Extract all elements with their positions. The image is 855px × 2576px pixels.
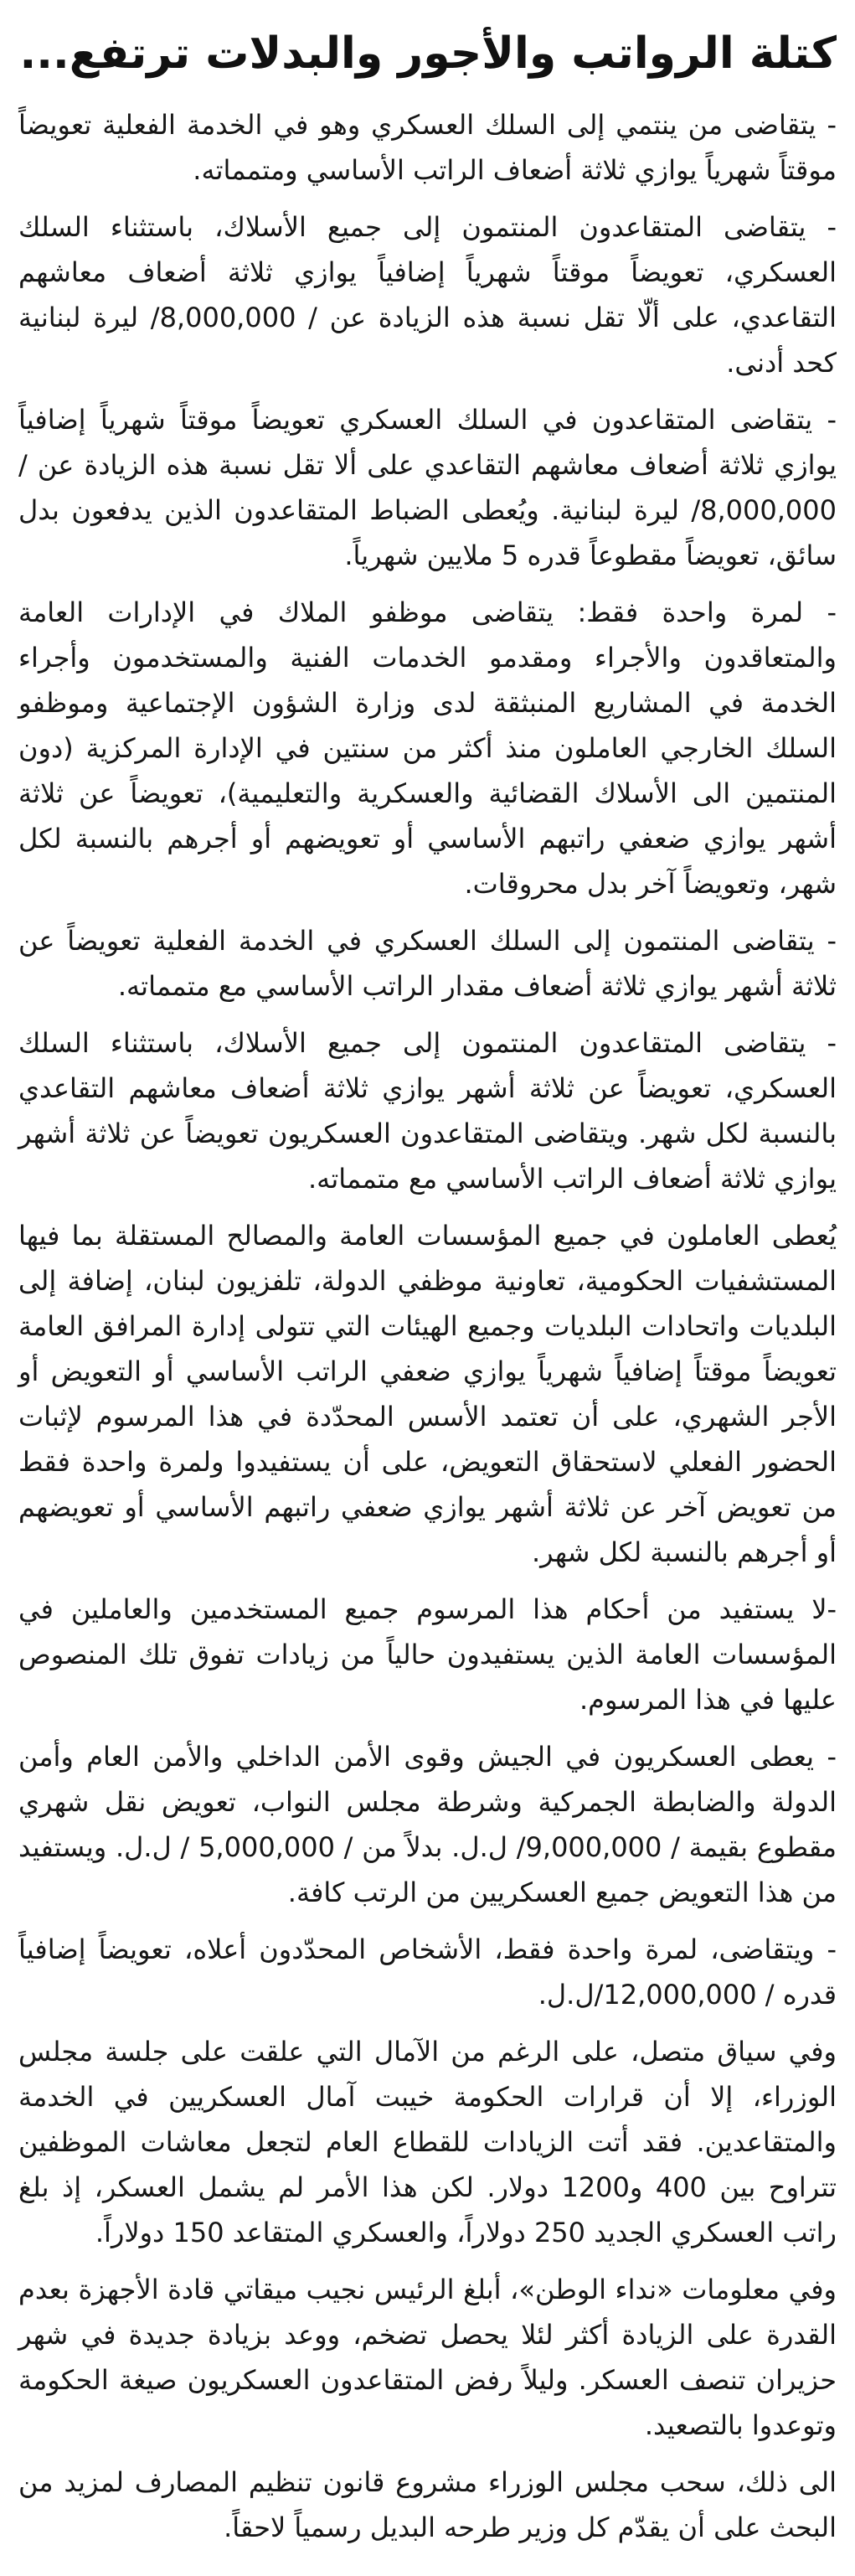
article-paragraph-military-active: - يتقاضى من ينتمي إلى السلك العسكري وهو في الخدمة الفعلية تعويضاً موقتاً شهرياً يوازي ثلاثة أضعاف الراتب الأساسي ومتمماته. — [18, 109, 837, 186]
article-paragraph-retirees-military: - يتقاضى المتقاعدون في السلك العسكري تعويضاً موقتاً شهرياً إضافياً يوازي ثلاثة أضعاف معاشهم التقاعدي على ألا تقل نسبة هذه الزيادة عن / 8,000,000/ ليرة لبنانية. ويُعطى الضباط المتقاعدون الذين يدفعون بدل سائق، تعويضاً مقطوعاً قدره 5 ملايين شهرياً. — [18, 404, 837, 571]
article-paragraph-one-time-extra: - ويتقاضى، لمرة واحدة فقط، الأشخاص المحدّدون أعلاه، تعويضاً إضافياً قدره / 12,000,000/ل.ل. — [18, 1933, 837, 2011]
article-paragraph-retirees-all-branches: - يتقاضى المتقاعدون المنتمون إلى جميع الأسلاك، باستثناء السلك العسكري، تعويضاً موقتاً شهرياً إضافياً يوازي ثلاثة أضعاف معاشهم التقاعدي، على ألّا تقل نسبة هذه الزيادة عن / 8,000,000/ ليرة لبنانية كحد أدنى. — [18, 211, 837, 379]
article-paragraph-nidaa-al-watan: وفي معلومات «نداء الوطن»، أبلغ الرئيس نجيب ميقاتي قادة الأجهزة بعدم القدرة على الزيادة أكثر لئلا يحصل تضخم، ووعد بزيادة جديدة في شهر حزيران تنصف العسكر. وليلاً رفض المتقاعدون العسكريون صيغة الحكومة وتوعدوا بالتصعيد. — [18, 2274, 837, 2441]
article-paragraph-retirees-three-months: - يتقاضى المتقاعدون المنتمون إلى جميع الأسلاك، باستثناء السلك العسكري، تعويضاً عن ثلاثة أشهر يوازي ثلاثة أضعاف معاشهم التقاعدي بالنسبة لكل شهر. ويتقاضى المتقاعدون العسكريون تعويضاً عن ثلاثة أشهر يوازي ثلاثة أضعاف الراتب الأساسي مع متمماته. — [18, 1027, 837, 1195]
article-paragraph-transport-allowance: - يعطى العسكريون في الجيش وقوى الأمن الداخلي والأمن العام وأمن الدولة والضابطة الجمركية وشرطة مجلس النواب، تعويض نقل شهري مقطوع بقيمة / 9,000,000/ ل.ل. بدلاً من / 5,000,000 / ل.ل. ويستفيد من هذا التعويض جميع العسكريين من الرتب كافة. — [18, 1741, 837, 1908]
article-paragraph-military-three-months: - يتقاضى المنتمون إلى السلك العسكري في الخدمة الفعلية تعويضاً عن ثلاثة أشهر يوازي ثلاثة أضعاف مقدار الراتب الأساسي مع متمماته. — [18, 925, 837, 1002]
article-paragraph-exclusions: -لا يستفيد من أحكام هذا المرسوم جميع المستخدمين والعاملين في المؤسسات العامة الذين يستفيدون حالياً من زيادات تفوق تلك المنصوص عليها في هذا المرسوم. — [18, 1593, 837, 1716]
article-paragraph-cabinet-context: وفي سياق متصل، على الرغم من الآمال التي علقت على جلسة مجلس الوزراء، إلا أن قرارات الحكومة خيبت آمال العسكريين في الخدمة والمتقاعدين. فقد أتت الزيادات للقطاع العام لتجعل معاشات الموظفين تتراوح بين 400 و1200 دولار. لكن هذا الأمر لم يشمل العسكر، إذ بلغ راتب العسكري الجديد 250 دولاراً، والعسكري المتقاعد 150 دولاراً. — [18, 2036, 837, 2248]
article-paragraph-one-time-public-employees: - لمرة واحدة فقط: يتقاضى موظفو الملاك في الإدارات العامة والمتعاقدون والأجراء ومقدمو الخدمات الفنية والمستخدمون وأجراء الخدمة في المشاريع المنبثقة لدى وزارة الشؤون الإجتماعية وموظفو السلك الخارجي العاملون منذ أكثر من سنتين في الإدارة المركزية (دون المنتمين الى الأسلاك القضائية والعسكرية والتعليمية)، تعويضاً عن ثلاثة أشهر يوازي ضعفي راتبهم الأساسي أو تعويضهم أو أجرهم بالنسبة لكل شهر، وتعويضاً آخر بدل محروقات. — [18, 596, 837, 900]
article-headline: كتلة الرواتب والأجور والبدلات ترتفع... — [19, 28, 837, 79]
article-paragraph-public-institutions: يُعطى العاملون في جميع المؤسسات العامة والمصالح المستقلة بما فيها المستشفيات الحكومية، تعاونية موظفي الدولة، تلفزيون لبنان، إضافة إلى البلديات واتحادات البلديات وجميع الهيئات التي تتولى إدارة المرافق العامة تعويضاً موقتاً إضافياً شهرياً يوازي ضعفي الراتب الأساسي أو التعويض أو الأجر الشهري، على أن تعتمد الأسس المحدّدة في هذا المرسوم لإثبات الحضور الفعلي لاستحقاق التعويض، على أن يستفيدوا ولمرة واحدة فقط من تعويض آخر عن ثلاثة أشهر يوازي ضعفي راتبهم الأساسي أو تعويضهم أو أجرهم بالنسبة لكل شهر. — [18, 1220, 837, 1568]
article-paragraph-banking-law: الى ذلك، سحب مجلس الوزراء مشروع قانون تنظيم المصارف لمزيد من البحث على أن يقدّم كل وزير طرحه البديل رسمياً لاحقاً. — [18, 2466, 837, 2543]
